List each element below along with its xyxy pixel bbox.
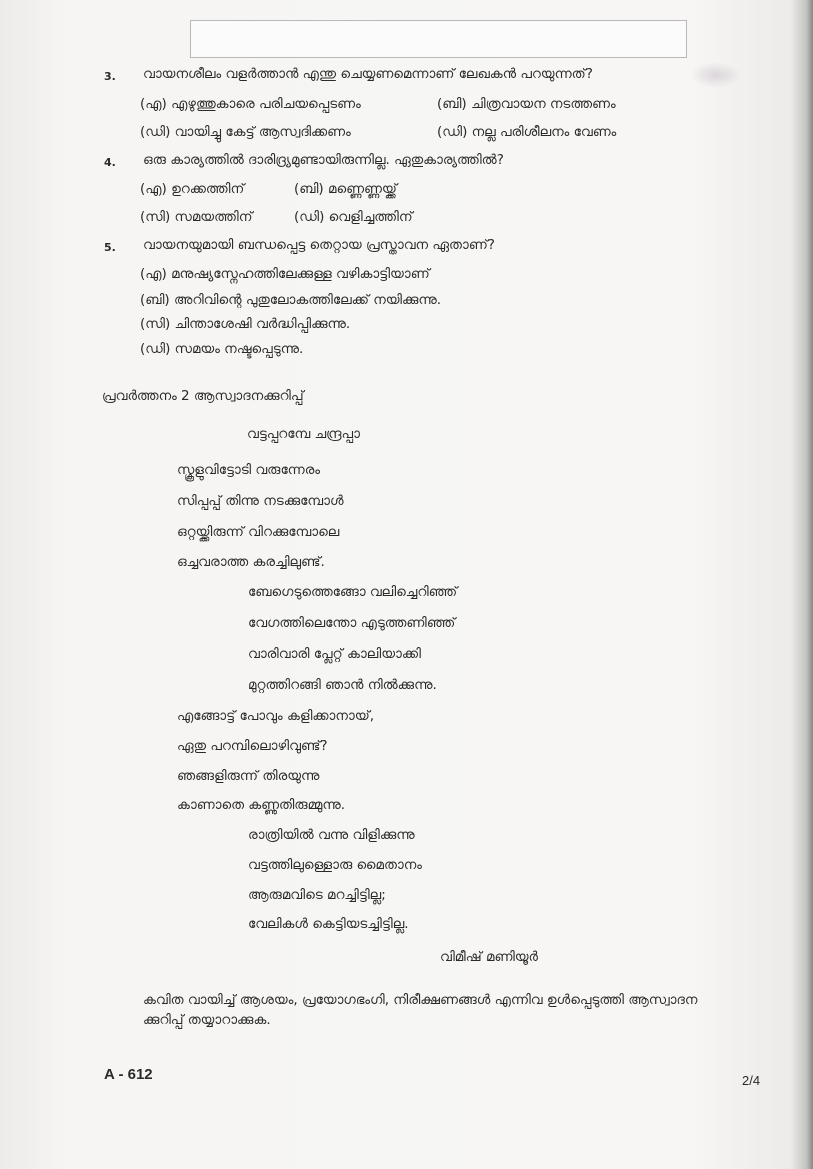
- poem-line: കാണാതെ കണ്ണുതിരുമ്മുന്നു.: [177, 797, 346, 813]
- poem-line: ഏതു പറമ്പിലൊഴിവുണ്ട്?: [177, 738, 328, 754]
- paper-code: A - 612: [104, 1066, 153, 1083]
- question-number: 5.: [104, 241, 116, 254]
- option-text: (ബി) മണ്ണെണ്ണയ്ക്ക്: [294, 181, 397, 197]
- question-text: വായനശീലം വളർത്താൻ എന്തു ചെയ്യണമെന്നാണ് ലേഖകൻ പറയുന്നത്?: [143, 66, 593, 82]
- poem-line: വട്ടത്തിലുള്ളൊരു മൈതാനം: [248, 857, 422, 873]
- option-text: (ബി) ചിത്രവായന നടത്തണം: [437, 96, 616, 112]
- poem-line: ഞങ്ങളിരുന്ന് തിരയുന്നു: [177, 768, 320, 784]
- question-text: വായനയുമായി ബന്ധപ്പെട്ട തെറ്റായ പ്രസ്താവന ഏതാണ്?: [143, 237, 495, 253]
- poem-author: വിമീഷ് മണിയൂർ: [440, 949, 538, 965]
- poem-line: മുറ്റത്തിറങ്ങി ഞാൻ നിൽക്കുന്നു.: [248, 677, 437, 693]
- option-text: (എ) മനുഷ്യസ്നേഹത്തിലേക്കുള്ള വഴികാട്ടിയാണ്: [140, 266, 430, 282]
- option-text: (ഡി) വായിച്ചു കേട്ട് ആസ്വദിക്കണം: [140, 124, 351, 140]
- poem-title: വട്ടപ്പറമ്പേ ചന്ദ്രപ്പാ: [247, 426, 360, 442]
- poem-line: സിപ്പപ്പ് തിന്നു നടക്കുമ്പോൾ: [177, 493, 344, 509]
- poem-line: വാരിവാരി പ്ലേറ്റ് കാലിയാക്കി: [248, 646, 421, 662]
- option-text: (സി) ചിന്താശേഷി വർദ്ധിപ്പിക്കുന്നു.: [140, 316, 351, 332]
- option-text: (എ) എഴുത്തുകാരെ പരിചയപ്പെടണം: [140, 96, 361, 112]
- option-text: (ഡി) നല്ല പരിശീലനം വേണം: [437, 124, 617, 140]
- poem-line: ആരുമവിടെ മറച്ചിട്ടില്ല;: [248, 887, 386, 903]
- option-text: (ഡി) വെളിച്ചത്തിന്: [294, 209, 413, 225]
- poem-line: എങ്ങോട്ട് പോവും കളിക്കാനായ്,: [177, 708, 374, 724]
- option-text: (സി) സമയത്തിന്: [140, 209, 253, 225]
- section-title: പ്രവർത്തനം 2 ആസ്വാദനക്കുറിപ്പ്: [102, 388, 304, 404]
- poem-line: രാത്രിയിൽ വന്നു വിളിക്കുന്നു: [248, 827, 415, 843]
- option-text: (ബി) അറിവിന്റെ പുതുലോകത്തിലേക്ക് നയിക്കുന്നു.: [140, 292, 442, 308]
- faded-stamp-mark: [690, 62, 742, 88]
- poem-line: ഒച്ചവരാത്ത കരച്ചിലുണ്ട്.: [177, 554, 325, 570]
- instruction-text: കവിത വായിച്ച് ആശയം, പ്രയോഗഭംഗി, നിരീക്ഷണങ്ങൾ എന്നിവ ഉൾപ്പെടുത്തി ആസ്വാദന: [143, 992, 698, 1008]
- question-number: 4.: [104, 156, 116, 169]
- option-text: (എ) ഉറക്കത്തിന്: [140, 181, 245, 197]
- page-number: 2/4: [742, 1073, 761, 1088]
- instruction-text: ക്കുറിപ്പ് തയ്യാറാക്കുക.: [143, 1012, 271, 1028]
- header-blank-box: [190, 20, 687, 58]
- poem-line: വേഗത്തിലെന്തോ എടുത്തണിഞ്ഞ്: [248, 615, 456, 631]
- page-edge-shadow: [791, 0, 813, 1169]
- poem-line: ഒറ്റയ്ക്കിരുന്ന് വിറക്കുമ്പോലെ: [177, 524, 340, 540]
- question-number: 3.: [104, 70, 116, 83]
- question-text: ഒരു കാര്യത്തിൽ ദാരിദ്ര്യമുണ്ടായിരുന്നില്ല. ഏതുകാര്യത്തിൽ?: [143, 152, 504, 168]
- poem-line: ബേഗെടുത്തെങ്ങോ വലിച്ചെറിഞ്ഞ്: [248, 584, 458, 600]
- poem-line: സ്കൂളുവിട്ടോടി വരുന്നേരം: [177, 462, 321, 478]
- poem-line: വേലികൾ കെട്ടിയടച്ചിട്ടില്ല.: [248, 916, 409, 932]
- option-text: (ഡി) സമയം നഷ്ടപ്പെടുന്നു.: [140, 341, 304, 357]
